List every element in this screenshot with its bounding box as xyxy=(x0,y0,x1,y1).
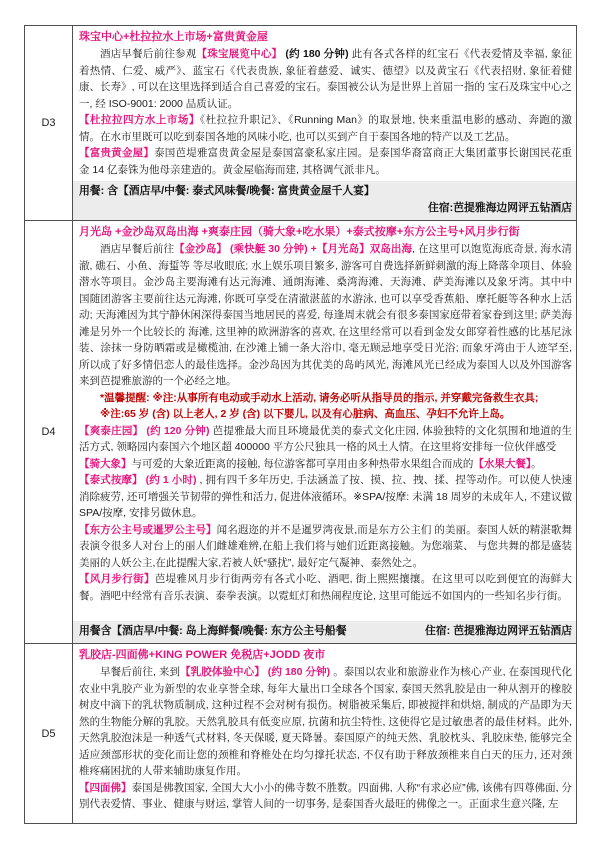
text-run: 【珠宝展览中心】 xyxy=(196,48,283,60)
paragraph xyxy=(79,423,572,456)
paragraph xyxy=(79,571,572,604)
lodging-line: 住宿: 芭提雅海边网评五钻酒店 xyxy=(425,625,572,637)
paragraph xyxy=(79,390,572,407)
text-run: *温馨提醒: ※注:从事所有电动或手动水上活动, 请务必听从指导员的指示, 并穿戴完备救生衣具; xyxy=(100,391,539,404)
meal-line: 用餐含【酒店早/中餐: 岛上海鲜餐/晚餐: 东方公主号船餐 xyxy=(79,625,347,637)
day-row-d3 xyxy=(25,26,576,221)
text-run: , 拥有四千多年历史, 手法涵盖了按、摸、拉、拽、揉、捏等动作。可以使人快速消除疲劳, 还可增强关节韧带的弹性和活力, 促进体液循环。※SPA/按摩: 未满 18 周岁的未成年人, 不建议做 SPA/按摩, 安排另做休息。 xyxy=(79,474,572,519)
paragraph xyxy=(79,145,572,178)
day-title-d4: 月光岛 +金沙岛双岛出海 +爽泰庄园（骑大象+吃水果）+泰式按摩+东方公主号+风月步行街 xyxy=(79,226,520,238)
text-run: 酒店早餐后前往参观 xyxy=(100,48,197,60)
day-content-d5 xyxy=(73,644,576,823)
text-run: 芭堤雅风月步行街两旁有各式小吃、酒吧, 街上熙熙攘攘。在这里可以吃到便宜的海鲜大餐。酒吧中经常有音乐表演、泰拳表演。以霓虹灯和热闹程度论, 这里可能远不如国内的一些知名步行街。 xyxy=(79,573,572,602)
meal-info-d4 xyxy=(73,621,576,643)
paragraph xyxy=(79,780,572,813)
paragraph xyxy=(79,241,572,390)
text-run: 泰国是佛教国家, 全国大大小小的佛寺数不胜数。四面佛, 人称“有求必应”佛, 该佛有四尊佛面, 分别代表爱情、事业、健康与财运, 掌管人间的一切事务, 是泰国香火最旺的佛像之一。正面求生意兴隆, 左 xyxy=(79,781,572,810)
text-run: 。 xyxy=(531,457,542,470)
day-label-d4: D4 xyxy=(25,221,73,643)
day-label-d5: D5 xyxy=(25,644,73,823)
text-run: 与可爱的大象近距离的接触, 每位游客都可享用由多种热带水果组合而成的 xyxy=(131,457,474,470)
paragraph xyxy=(79,112,572,145)
text-run: 【骑大象】 xyxy=(79,457,132,470)
day-label-d3: D3 xyxy=(25,26,73,220)
text-run: 《杜拉拉升职记》、《Running Man》的取景地, 快来重温电影的感动、奔跑的激情。在水市里既可以吃到泰国各地的风味小吃, 也可以买到产自于泰国各地的特产以及工艺品。 xyxy=(79,114,572,143)
text-run: 【泰式按摩】 (约 1 小时) xyxy=(79,474,200,486)
text-run: 【东方公主号或暹罗公主号】 xyxy=(79,523,217,536)
day-title-d3: 珠宝中心+杜拉拉水上市场+富贵黄金屋 xyxy=(79,31,268,43)
text-run: 【水果大餐】 xyxy=(473,457,532,470)
text-run: , 在这里可以饱览海底奇景, 海水清澈, 礁石、小鱼、海蜇等 等尽收眼底; 水上娱乐项目繁多, 游客可自费选择新鲜刺激的海上降落伞项目、体验潜水等项目。金沙岛主要海滩有达元海滩、通朗海滩、桑湾海滩、天海滩、萨美海滩以及象牙湾。其中中国随团游客主要前往达元海滩, 你既可享受在清澈湛蓝的水游泳, 也可以享受香蕉船、摩托艇等各种水上活动; 天海滩因为其宁静休闲深得泰国当地居民的喜爱, 每逢周末就会有很多泰国家庭带着家眷到这里; 萨美海滩是另外一个比较长的 海滩, 这里神的欧洲游客的喜欢, 在这里经常可以看到金发女郎穿着性感的比基尼泳装、涂抹一身防晒霜或是橄榄油, 在沙滩上铺一条大浴巾, 毫无顾忌地享受日光浴; 而象牙湾由于人迹罕至, 所以成了好多情侣恋人的最佳选择。金沙岛因为其优美的岛屿风光, 海滩风光已经成为泰国人以及外国游客来到芭提雅旅游的一个必经之地。 xyxy=(79,243,573,387)
paragraph xyxy=(79,472,572,522)
paragraph xyxy=(79,522,572,572)
text-run: 酒店早餐后前往 xyxy=(100,243,175,255)
paragraph xyxy=(79,406,572,423)
day-row-d5 xyxy=(25,644,576,823)
text-run: 【乳胶体验中心】 (约 180 分钟) xyxy=(180,666,334,678)
text-run: 【金沙岛】 (乘快艇 30 分钟) +【月光岛】双岛出海 xyxy=(174,243,413,255)
itinerary-table xyxy=(24,25,577,824)
text-run: 【富贵黄金屋】 xyxy=(79,147,155,159)
text-run: 早餐后前往, 来到 xyxy=(100,666,181,678)
meal-line: 用餐: 含【酒店早/中餐: 泰式风味餐/晚餐: 富贵黄金屋千人宴】 xyxy=(79,185,375,197)
text-run: 【四面佛】 xyxy=(79,781,132,794)
text-run: 闻名遐迩的并不是暹罗湾夜景,而是东方公主们 的美丽。泰国人妖的精湛歌舞表演令很多人对台上的丽人们雌雄难辨,在船上我们将与她们近距离接触。为您端菜、 与您共舞的都是盛装美丽的人妖公主,在此提醒大家,若被人妖“骚扰”, 最好定气凝神、泰然处之。 xyxy=(79,523,572,569)
paragraph xyxy=(79,456,572,473)
text-run: 【爽泰庄园】 (约 120 分钟) xyxy=(79,424,213,437)
text-run: 泰国芭堤雅富贵黄金屋是泰国富豪私家庄园。是泰国华裔富商正大集团董事长谢国民花重金 14 亿泰铢为他母亲建造的。黄金屋临海而建, 其格调气派非凡。 xyxy=(79,147,573,176)
text-run: 。泰国以农业和旅游业作为核心产业, 在泰国现代化农业中乳胶产业为新型的农业享誉全球, 每年大量出口全球各个国家, 泰国天然乳胶是由一种从割开的橡胶树皮中滴下的乳状物质制成, 这种过程不会对树有损伤。树脂被采集后, 即被搅拌和烘焙, 制成的产品即为天然的生物能分解的乳胶。天然乳胶具有低变应原, 抗菌和抗尘特性, 这使得它是过敏患者的最佳材料。此外, 天然乳胶泡沫是一种透气式材料, 冬天保暖, 夏天降暑。泰国原产的纯天然、乳胶枕头、乳胶床垫, 能够完全适应颈部形状的变化而让您的颈椎和脊椎处在均匀撑托状态, 不仅有助于释放颈椎来自白天的压力, 还对颈椎疼痛困扰的人带来辅助康复作用。 xyxy=(79,666,572,777)
text-run: (约 180 分钟) xyxy=(282,48,352,60)
paragraph xyxy=(79,664,572,780)
text-run: 【杜拉拉四方水上市场】 xyxy=(79,114,200,126)
meal-info-d3 xyxy=(73,181,576,220)
text-run: 【风月步行街】 xyxy=(79,573,155,585)
paragraph xyxy=(79,46,572,112)
day-content-d4 xyxy=(73,221,576,643)
day-content-d3 xyxy=(73,26,576,220)
lodging-line: 住宿:芭提雅海边网评五钻酒店 xyxy=(428,202,572,214)
day-row-d4 xyxy=(25,221,576,644)
text-run: 芭提雅最大而且环境最优美的泰式文化庄园, 体验独特的文化氛围和地道的生活方式, 领略园内泰国六个地区超 400000 平方公尺独具一格的风土人情。在这里将安排每一位伙伴感受 xyxy=(79,424,572,453)
text-run: 此有各式各样的红宝石《代表爱情及幸福, 象征 着热情、仁爱、威严》、蓝宝石《代表贵族, 象征着慈爱、诚实、德望》以及黄宝石《代表招财, 象征着健康、长寿》, 可以在这里选择到适合自己喜爱的宝石。泰国被公认为是世界上首屈一指的 宝石及珠宝中心之一, 经 ISO-9001: 2000 品质认证。 xyxy=(79,48,572,110)
day-title-d5: 乳胶店-四面佛+KING POWER 免税店+JODD 夜市 xyxy=(79,649,326,661)
text-run: ※注:65 岁 (含) 以上老人, 2 岁 (含) 以下婴儿, 以及有心脏病、高血压、孕妇不允许上岛。 xyxy=(100,408,511,420)
